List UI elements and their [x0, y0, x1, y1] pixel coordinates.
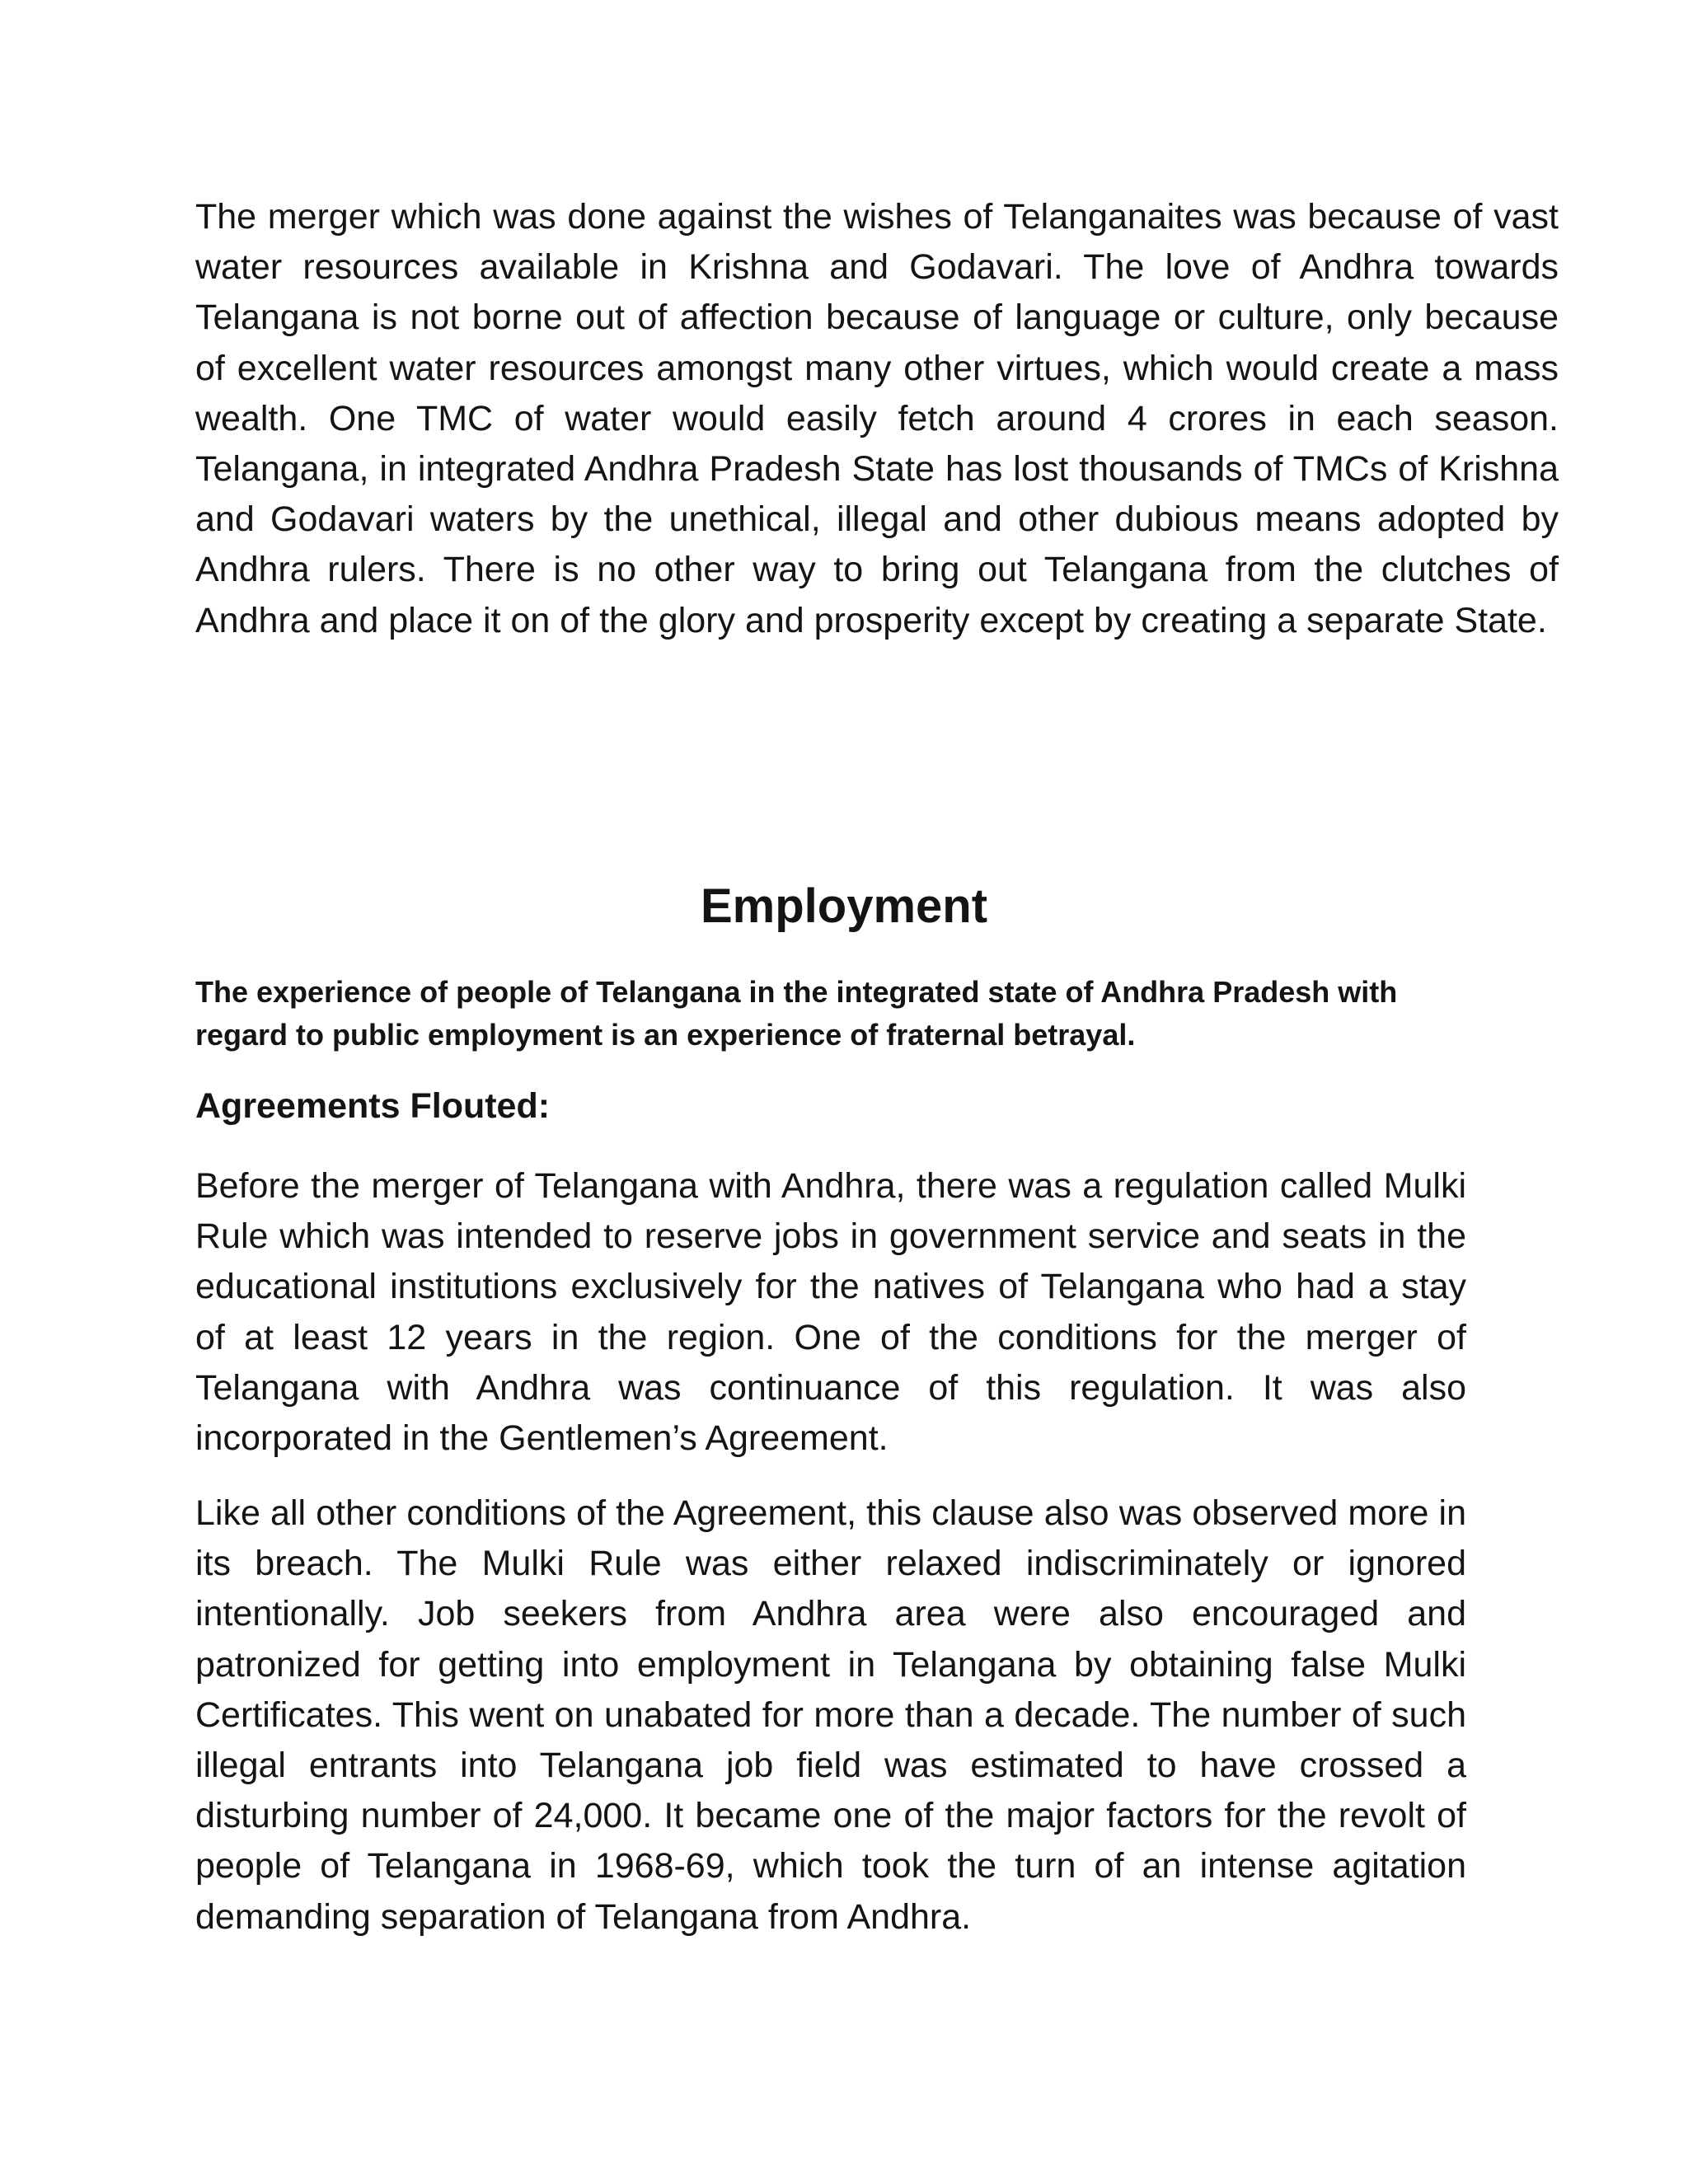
subheading-agreements-flouted: Agreements Flouted:: [195, 1086, 551, 1126]
paragraph-agreement-breach: Like all other conditions of the Agreement, this clause also was observed more in its breach. The Mulki Rule was either relaxed indiscriminately or ignored intentionally. Job seekers from Andhra area were also encouraged and patronized for getting into employment in Telangana by obtaining false Mulki Certificates. This went on unabated for more than a decade. The number of such illegal entrants into Telangana job field was estimated to have crossed a disturbing number of 24,000. It became one of the major factors for the revolt of people of Telangana in 1968-69, which took the turn of an intense agitation demanding separation of Telangana from Andhra.: [195, 1493, 1466, 1937]
lead-statement: The experience of people of Telangana in the integrated state of Andhra Pradesh with regard to public employment is an experience of fraternal betrayal.: [195, 975, 1398, 1052]
paragraph-mulki-rule: Before the merger of Telangana with Andhra, there was a regulation called Mulki Rule which was intended to reserve jobs in government service and seats in the educational institutions exclusively for the natives of Telangana who had a stay of at least 12 years in the region. One of the conditions for the merger of Telangana with Andhra was continuance of this regulation. It was also incorporated in the Gentlemen’s Agreement.: [195, 1166, 1466, 1459]
section-heading-employment: Employment: [700, 879, 988, 933]
intro-paragraph: The merger which was done against the wishes of Telanganaites was because of vast water resources available in Krishna and Godavari. The love of Andhra towards Telangana is not borne out of affection because of language or culture, only because of excellent water resources amongst many other virtues, which would create a mass wealth. One TMC of water would easily fetch around 4 crores in each season. Telangana, in integrated Andhra Pradesh State has lost thousands of TMCs of Krishna and Godavari waters by the unethical, illegal and other dubious means adopted by Andhra rulers. There is no other way to bring out Telangana from the clutches of Andhra and place it on of the glory and prosperity except by creating a separate State.: [195, 197, 1559, 640]
